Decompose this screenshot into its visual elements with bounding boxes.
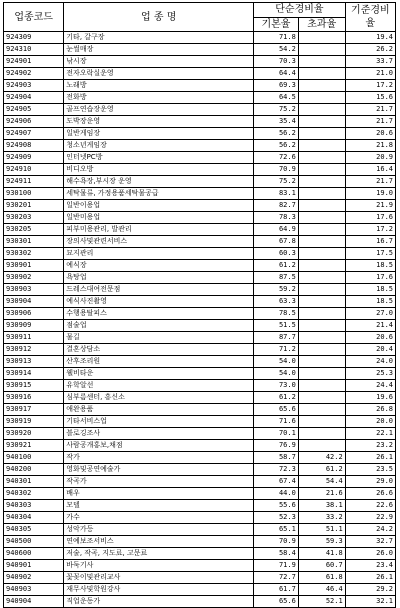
base-rate-cell: 61.2 <box>254 392 299 404</box>
standard-rate-cell: 21.7 <box>345 104 395 116</box>
standard-rate-cell: 24.4 <box>345 380 395 392</box>
base-rate-cell: 70.3 <box>254 56 299 68</box>
standard-rate-cell: 20.4 <box>345 344 395 356</box>
business-name-cell: 눈썰매장 <box>64 44 254 56</box>
business-code-cell: 930919 <box>4 416 64 428</box>
base-rate-cell: 71.2 <box>254 344 299 356</box>
table-row <box>4 332 396 344</box>
standard-rate-cell: 20.9 <box>345 152 395 164</box>
standard-rate-cell: 32.7 <box>345 536 395 548</box>
business-code-cell: 930906 <box>4 308 64 320</box>
table-row <box>4 68 396 80</box>
excess-rate-cell <box>298 128 345 140</box>
base-rate-cell: 71.9 <box>254 560 299 572</box>
table-row <box>4 80 396 92</box>
business-name-cell: 노래방 <box>64 80 254 92</box>
standard-rate-cell: 22.9 <box>345 512 395 524</box>
business-name-cell: 전자오락실운영 <box>64 68 254 80</box>
header-standard-expense-rate <box>345 3 395 32</box>
base-rate-cell: 54.0 <box>254 368 299 380</box>
base-rate-cell: 83.1 <box>254 188 299 200</box>
business-name-cell: 낚시장 <box>64 56 254 68</box>
base-rate-cell: 78.3 <box>254 212 299 224</box>
business-name-cell: 사람공개홍보,채점 <box>64 440 254 452</box>
standard-rate-cell: 29.0 <box>345 476 395 488</box>
business-name-cell: 세탁물류, 가정용품세탁물공급 <box>64 188 254 200</box>
base-rate-cell: 63.3 <box>254 296 299 308</box>
standard-rate-cell: 17.6 <box>345 272 395 284</box>
table-row <box>4 416 396 428</box>
business-name-cell: 도박장운영 <box>64 116 254 128</box>
standard-rate-cell: 15.6 <box>345 92 395 104</box>
business-code-cell: 930914 <box>4 368 64 380</box>
standard-rate-cell: 18.5 <box>345 296 395 308</box>
table-body <box>4 32 396 608</box>
standard-rate-cell: 17.5 <box>345 248 395 260</box>
excess-rate-cell <box>298 224 345 236</box>
business-name-cell: 연예보조서비스 <box>64 536 254 548</box>
business-name-cell: 바둑기사 <box>64 560 254 572</box>
business-code-cell: 930301 <box>4 236 64 248</box>
business-code-cell: 930920 <box>4 428 64 440</box>
excess-rate-cell <box>298 296 345 308</box>
standard-rate-cell: 19.0 <box>345 188 395 200</box>
business-name-cell: 산후조리원 <box>64 356 254 368</box>
base-rate-cell: 87.7 <box>254 332 299 344</box>
business-code-cell: 940500 <box>4 536 64 548</box>
header-base-rate: 기본율 <box>254 17 299 32</box>
base-rate-cell: 75.2 <box>254 104 299 116</box>
table-row <box>4 464 396 476</box>
excess-rate-cell: 21.6 <box>298 488 345 500</box>
table-row <box>4 44 396 56</box>
excess-rate-cell <box>298 416 345 428</box>
business-name-cell: 물길 <box>64 332 254 344</box>
table-row <box>4 524 396 536</box>
table-row <box>4 452 396 464</box>
business-name-cell: 예식사진촬영 <box>64 296 254 308</box>
excess-rate-cell: 59.3 <box>298 536 345 548</box>
table-row <box>4 488 396 500</box>
business-name-cell: 성악가등 <box>64 524 254 536</box>
standard-rate-cell: 19.4 <box>345 32 395 44</box>
business-code-cell: 940301 <box>4 476 64 488</box>
excess-rate-cell <box>298 176 345 188</box>
table-row <box>4 392 396 404</box>
header-standard-expense-rate-label: 기준경비율 <box>351 5 390 29</box>
base-rate-cell: 82.7 <box>254 200 299 212</box>
base-rate-cell: 56.2 <box>254 140 299 152</box>
excess-rate-cell <box>298 356 345 368</box>
base-rate-cell: 71.6 <box>254 416 299 428</box>
business-name-cell: 웰비타운 <box>64 368 254 380</box>
excess-rate-cell <box>298 404 345 416</box>
excess-rate-cell <box>298 392 345 404</box>
business-code-cell: 924902 <box>4 68 64 80</box>
business-name-cell: 일반게임장 <box>64 128 254 140</box>
business-code-cell: 930302 <box>4 248 64 260</box>
base-rate-cell: 69.3 <box>254 80 299 92</box>
table-row <box>4 128 396 140</box>
standard-rate-cell: 21.7 <box>345 176 395 188</box>
base-rate-cell: 87.5 <box>254 272 299 284</box>
standard-rate-cell: 17.2 <box>345 80 395 92</box>
base-rate-cell: 54.0 <box>254 356 299 368</box>
table-row <box>4 344 396 356</box>
excess-rate-cell: 61.8 <box>298 572 345 584</box>
business-code-cell: 924907 <box>4 128 64 140</box>
business-name-cell: 직업운동가 <box>64 596 254 608</box>
standard-rate-cell: 21.9 <box>345 200 395 212</box>
base-rate-cell: 58.7 <box>254 452 299 464</box>
business-code-cell: 924910 <box>4 164 64 176</box>
business-name-cell: 블로깅조사 <box>64 428 254 440</box>
excess-rate-cell <box>298 320 345 332</box>
table-row <box>4 200 396 212</box>
business-code-cell: 940904 <box>4 596 64 608</box>
standard-rate-cell: 16.7 <box>345 236 395 248</box>
business-code-cell: 930903 <box>4 284 64 296</box>
excess-rate-cell: 51.1 <box>298 524 345 536</box>
table-row <box>4 500 396 512</box>
business-name-cell: 기타, 갈구장 <box>64 32 254 44</box>
business-code-cell: 924909 <box>4 152 64 164</box>
table-row <box>4 320 396 332</box>
business-name-cell: 모델 <box>64 500 254 512</box>
excess-rate-cell <box>298 260 345 272</box>
standard-rate-cell: 16.4 <box>345 164 395 176</box>
base-rate-cell: 70.1 <box>254 428 299 440</box>
table-row <box>4 32 396 44</box>
standard-rate-cell: 23.5 <box>345 464 395 476</box>
excess-rate-cell <box>298 140 345 152</box>
table-row <box>4 164 396 176</box>
business-name-cell: 드레스대여전문점 <box>64 284 254 296</box>
standard-rate-cell: 24.2 <box>345 524 395 536</box>
business-name-cell: 기타서비스업 <box>64 416 254 428</box>
business-code-cell: 930901 <box>4 260 64 272</box>
table-row <box>4 260 396 272</box>
business-name-cell: 작곡가 <box>64 476 254 488</box>
standard-rate-cell: 18.5 <box>345 260 395 272</box>
excess-rate-cell: 61.2 <box>298 464 345 476</box>
table-row <box>4 104 396 116</box>
business-code-cell: 940200 <box>4 464 64 476</box>
business-name-cell: 묘지관리 <box>64 248 254 260</box>
business-code-cell: 930917 <box>4 404 64 416</box>
business-code-cell: 930909 <box>4 320 64 332</box>
business-name-cell: 영화및공연예술가 <box>64 464 254 476</box>
excess-rate-cell: 33.2 <box>298 512 345 524</box>
standard-rate-cell: 26.1 <box>345 572 395 584</box>
standard-rate-cell: 17.6 <box>345 212 395 224</box>
excess-rate-cell <box>298 200 345 212</box>
business-name-cell: 일반이용업 <box>64 200 254 212</box>
excess-rate-cell: 54.4 <box>298 476 345 488</box>
table-row <box>4 176 396 188</box>
table-row <box>4 548 396 560</box>
base-rate-cell: 65.1 <box>254 524 299 536</box>
table-row <box>4 308 396 320</box>
base-rate-cell: 64.5 <box>254 92 299 104</box>
table-row <box>4 572 396 584</box>
business-code-cell: 930904 <box>4 296 64 308</box>
table-row <box>4 536 396 548</box>
table-row <box>4 404 396 416</box>
business-name-cell: 전화방 <box>64 92 254 104</box>
table-row <box>4 116 396 128</box>
business-name-cell: 배우 <box>64 488 254 500</box>
business-code-cell: 930201 <box>4 200 64 212</box>
excess-rate-cell <box>298 248 345 260</box>
business-code-cell: 930912 <box>4 344 64 356</box>
business-name-cell: 욕탕업 <box>64 272 254 284</box>
business-code-cell: 924901 <box>4 56 64 68</box>
base-rate-cell: 67.8 <box>254 236 299 248</box>
table-row <box>4 152 396 164</box>
excess-rate-cell <box>298 308 345 320</box>
standard-rate-cell: 25.3 <box>345 368 395 380</box>
table-row <box>4 212 396 224</box>
standard-rate-cell: 26.0 <box>345 548 395 560</box>
base-rate-cell: 65.6 <box>254 404 299 416</box>
base-rate-cell: 65.6 <box>254 596 299 608</box>
standard-rate-cell: 19.6 <box>345 392 395 404</box>
excess-rate-cell <box>298 116 345 128</box>
business-code-cell: 924903 <box>4 80 64 92</box>
base-rate-cell: 55.6 <box>254 500 299 512</box>
table-row <box>4 92 396 104</box>
excess-rate-cell <box>298 104 345 116</box>
business-code-cell: 940304 <box>4 512 64 524</box>
excess-rate-cell <box>298 56 345 68</box>
table-row <box>4 512 396 524</box>
excess-rate-cell <box>298 164 345 176</box>
base-rate-cell: 61.2 <box>254 260 299 272</box>
excess-rate-cell <box>298 188 345 200</box>
table-row <box>4 56 396 68</box>
standard-rate-cell: 32.1 <box>345 596 395 608</box>
standard-rate-cell: 33.7 <box>345 56 395 68</box>
table-row <box>4 428 396 440</box>
table-row <box>4 380 396 392</box>
business-code-cell: 924904 <box>4 92 64 104</box>
business-code-cell: 940305 <box>4 524 64 536</box>
header-excess-rate: 초과율 <box>298 17 345 32</box>
standard-rate-cell: 26.8 <box>345 404 395 416</box>
base-rate-cell: 52.3 <box>254 512 299 524</box>
business-code-cell: 940901 <box>4 560 64 572</box>
business-name-cell: 청소년게임장 <box>64 140 254 152</box>
table-row <box>4 236 396 248</box>
business-code-cell: 930915 <box>4 380 64 392</box>
base-rate-cell: 56.2 <box>254 128 299 140</box>
base-rate-cell: 76.9 <box>254 440 299 452</box>
excess-rate-cell <box>298 68 345 80</box>
base-rate-cell: 72.3 <box>254 464 299 476</box>
excess-rate-cell <box>298 212 345 224</box>
business-code-cell: 930911 <box>4 332 64 344</box>
business-code-cell: 930921 <box>4 440 64 452</box>
base-rate-cell: 58.4 <box>254 548 299 560</box>
excess-rate-cell: 46.4 <box>298 584 345 596</box>
base-rate-cell: 61.7 <box>254 584 299 596</box>
standard-rate-cell: 27.0 <box>345 308 395 320</box>
business-code-cell: 924908 <box>4 140 64 152</box>
business-code-cell: 940302 <box>4 488 64 500</box>
standard-rate-cell: 18.5 <box>345 284 395 296</box>
business-code-cell: 930205 <box>4 224 64 236</box>
business-name-cell: 피부미용관리, 발관리 <box>64 224 254 236</box>
table-row <box>4 248 396 260</box>
standard-rate-cell: 20.6 <box>345 332 395 344</box>
excess-rate-cell <box>298 428 345 440</box>
business-name-cell: 재무사및학원강사 <box>64 584 254 596</box>
excess-rate-cell <box>298 380 345 392</box>
business-code-cell: 930100 <box>4 188 64 200</box>
business-name-cell: 비디오방 <box>64 164 254 176</box>
table-row <box>4 140 396 152</box>
base-rate-cell: 73.0 <box>254 380 299 392</box>
excess-rate-cell <box>298 272 345 284</box>
excess-rate-cell: 38.1 <box>298 500 345 512</box>
business-code-cell: 930902 <box>4 272 64 284</box>
excess-rate-cell <box>298 80 345 92</box>
excess-rate-cell <box>298 44 345 56</box>
standard-rate-cell: 26.2 <box>345 44 395 56</box>
excess-rate-cell <box>298 152 345 164</box>
base-rate-cell: 35.4 <box>254 116 299 128</box>
business-code-cell: 940600 <box>4 548 64 560</box>
excess-rate-cell <box>298 236 345 248</box>
table-row <box>4 188 396 200</box>
base-rate-cell: 44.0 <box>254 488 299 500</box>
excess-rate-cell <box>298 284 345 296</box>
business-name-cell: 해수욕장,부시장 운영 <box>64 176 254 188</box>
excess-rate-cell <box>298 92 345 104</box>
business-code-cell: 924906 <box>4 116 64 128</box>
business-name-cell: 점술업 <box>64 320 254 332</box>
standard-rate-cell: 23.4 <box>345 560 395 572</box>
business-code-cell: 930913 <box>4 356 64 368</box>
base-rate-cell: 70.9 <box>254 536 299 548</box>
excess-rate-cell <box>298 368 345 380</box>
business-name-cell: 꽃꽂이및관리교사 <box>64 572 254 584</box>
excess-rate-cell: 60.7 <box>298 560 345 572</box>
standard-rate-cell: 24.0 <box>345 356 395 368</box>
business-code-cell: 940100 <box>4 452 64 464</box>
base-rate-cell: 67.4 <box>254 476 299 488</box>
business-name-cell: 가수 <box>64 512 254 524</box>
business-name-cell: 일반미용업 <box>64 212 254 224</box>
excess-rate-cell <box>298 344 345 356</box>
base-rate-cell: 51.5 <box>254 320 299 332</box>
business-name-cell: 인터넷PC방 <box>64 152 254 164</box>
table-row <box>4 284 396 296</box>
header-business-name: 업 종 명 <box>64 3 254 32</box>
excess-rate-cell: 41.8 <box>298 548 345 560</box>
standard-rate-cell: 29.2 <box>345 584 395 596</box>
business-name-cell: 애완용품 <box>64 404 254 416</box>
base-rate-cell: 64.4 <box>254 68 299 80</box>
excess-rate-cell <box>298 332 345 344</box>
business-rate-table <box>3 2 396 608</box>
business-name-cell: 유학알선 <box>64 380 254 392</box>
business-name-cell: 결혼상담소 <box>64 344 254 356</box>
table-row <box>4 296 396 308</box>
table-row <box>4 224 396 236</box>
table-row <box>4 560 396 572</box>
base-rate-cell: 72.6 <box>254 152 299 164</box>
business-code-cell: 924309 <box>4 32 64 44</box>
base-rate-cell: 71.8 <box>254 32 299 44</box>
standard-rate-cell: 26.6 <box>345 488 395 500</box>
table-row <box>4 584 396 596</box>
standard-rate-cell: 21.7 <box>345 116 395 128</box>
excess-rate-cell: 42.2 <box>298 452 345 464</box>
business-name-cell: 골프연습장운영 <box>64 104 254 116</box>
standard-rate-cell: 20.6 <box>345 128 395 140</box>
business-name-cell: 예식장 <box>64 260 254 272</box>
standard-rate-cell: 21.0 <box>345 68 395 80</box>
base-rate-cell: 59.2 <box>254 284 299 296</box>
table-header <box>4 3 396 32</box>
base-rate-cell: 70.9 <box>254 164 299 176</box>
base-rate-cell: 75.2 <box>254 176 299 188</box>
business-code-cell: 924911 <box>4 176 64 188</box>
standard-rate-cell: 21.4 <box>345 320 395 332</box>
excess-rate-cell <box>298 32 345 44</box>
business-code-cell: 940902 <box>4 572 64 584</box>
standard-rate-cell: 23.2 <box>345 440 395 452</box>
base-rate-cell: 64.9 <box>254 224 299 236</box>
business-code-cell: 940303 <box>4 500 64 512</box>
excess-rate-cell: 52.1 <box>298 596 345 608</box>
table-row <box>4 368 396 380</box>
table-row <box>4 356 396 368</box>
base-rate-cell: 60.3 <box>254 248 299 260</box>
standard-rate-cell: 22.1 <box>345 428 395 440</box>
standard-rate-cell: 20.0 <box>345 416 395 428</box>
standard-rate-cell: 26.1 <box>345 452 395 464</box>
base-rate-cell: 72.7 <box>254 572 299 584</box>
standard-rate-cell: 22.6 <box>345 500 395 512</box>
business-name-cell: 저술, 작곡, 지도료, 고문료 <box>64 548 254 560</box>
business-code-cell: 930916 <box>4 392 64 404</box>
business-name-cell: 작가 <box>64 452 254 464</box>
business-name-cell: 장의사및관련서비스 <box>64 236 254 248</box>
business-name-cell: 심부름센터, 흥신소 <box>64 392 254 404</box>
standard-rate-cell: 21.8 <box>345 140 395 152</box>
standard-rate-cell: 17.2 <box>345 224 395 236</box>
table-row <box>4 272 396 284</box>
table-row <box>4 476 396 488</box>
business-code-cell: 924310 <box>4 44 64 56</box>
business-code-cell: 940903 <box>4 584 64 596</box>
business-code-cell: 924905 <box>4 104 64 116</box>
base-rate-cell: 54.2 <box>254 44 299 56</box>
business-name-cell: 수행용탈피스 <box>64 308 254 320</box>
header-simple-expense-rate: 단순경비율 <box>254 3 346 18</box>
table-row <box>4 440 396 452</box>
excess-rate-cell <box>298 440 345 452</box>
base-rate-cell: 78.5 <box>254 308 299 320</box>
header-business-code: 업종코드 <box>4 3 64 32</box>
business-code-cell: 930203 <box>4 212 64 224</box>
